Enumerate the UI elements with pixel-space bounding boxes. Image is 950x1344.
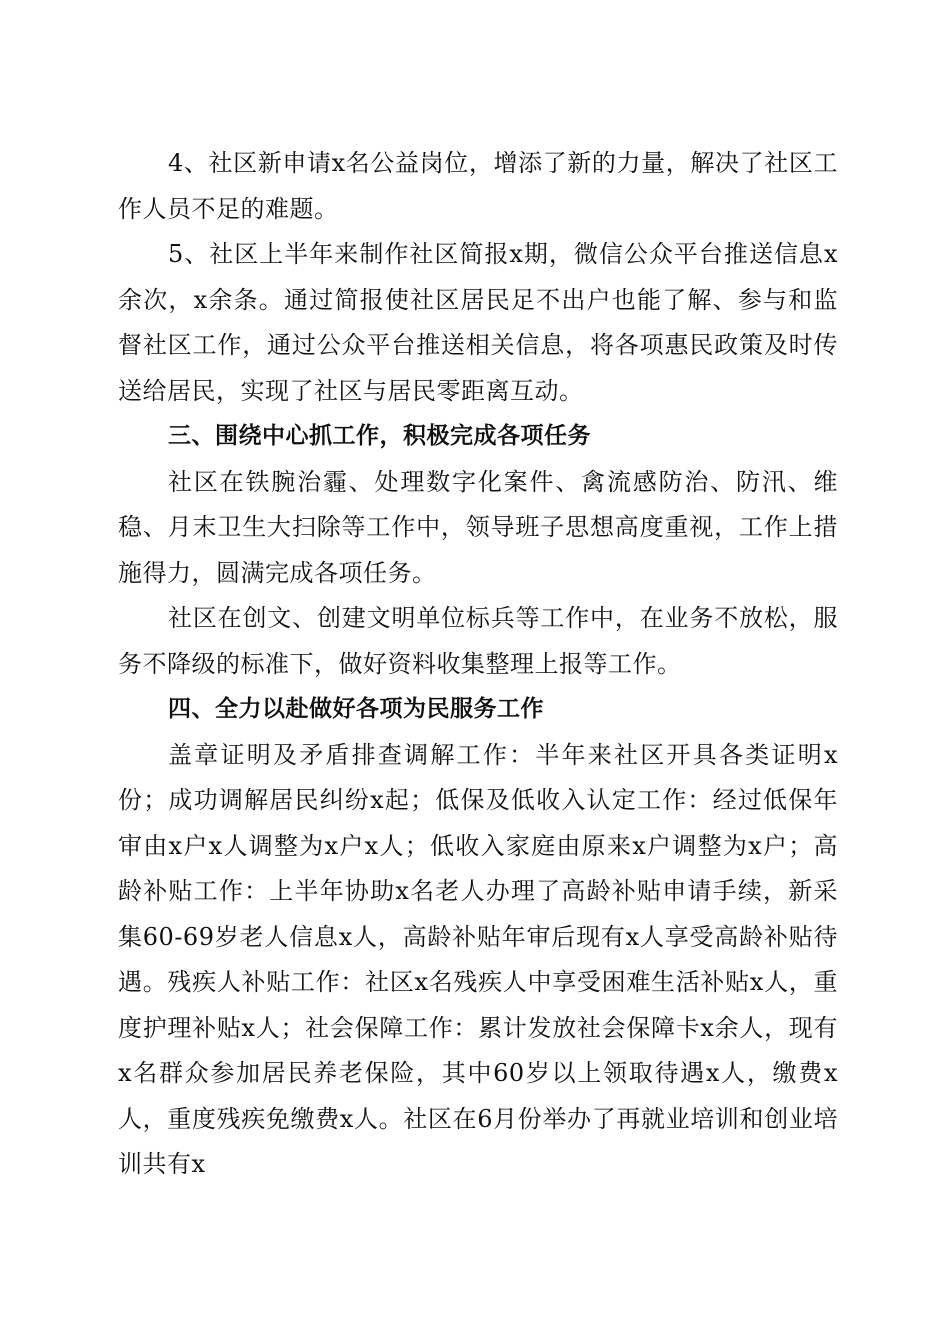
paragraph-section-4-services: 盖章证明及矛盾排查调解工作：半年来社区开具各类证明x份；成功调解居民纠纷x起；低保及低收入认定工作：经过低保年审由x户x人调整为x户x人；低收入家庭由原来x户调整为x户；高龄补贴工作：上半年协助x名老人办理了高龄补贴申请手续，新采集60-69岁老人信息x人，高龄补贴年审后现有x人享受高龄补贴待遇。残疾人补贴工作：社区x名残疾人中享受困难生活补贴x人，重度护理补贴x人；社会保障工作：累计发放社会保障卡x余人，现有x名群众参加居民养老保险，其中60岁以上领取待遇x人，缴费x人，重度残疾免缴费x人。社区在6月份举办了再就业培训和创业培训共有x [118, 740, 838, 1178]
paragraph-section-3-tasks: 社区在铁腕治霾、处理数字化案件、禽流感防治、防汛、维稳、月末卫生大扫除等工作中，领导班子思想高度重视，工作上措施得力，圆满完成各项任务。 [118, 467, 838, 587]
paragraph-section-3-civilization: 社区在创文、创建文明单位标兵等工作中，在业务不放松，服务不降级的标准下，做好资料收集整理上报等工作。 [118, 604, 838, 678]
paragraph-item-5: 5、社区上半年来制作社区简报x期，微信公众平台推送信息x余次，x余条。通过简报使社区居民足不出户也能了解、参与和监督社区工作，通过公众平台推送相关信息，将各项惠民政策及时传送给居民，实现了社区与居民零距离互动。 [118, 240, 838, 405]
section-heading-3: 三、围绕中心抓工作，积极完成各项任务 [168, 423, 591, 449]
paragraph-item-4: 4、社区新申请x名公益岗位，增添了新的力量，解决了社区工作人员不足的难题。 [118, 149, 838, 223]
section-heading-4: 四、全力以赴做好各项为民服务工作 [168, 696, 544, 722]
document-body [118, 141, 838, 1188]
